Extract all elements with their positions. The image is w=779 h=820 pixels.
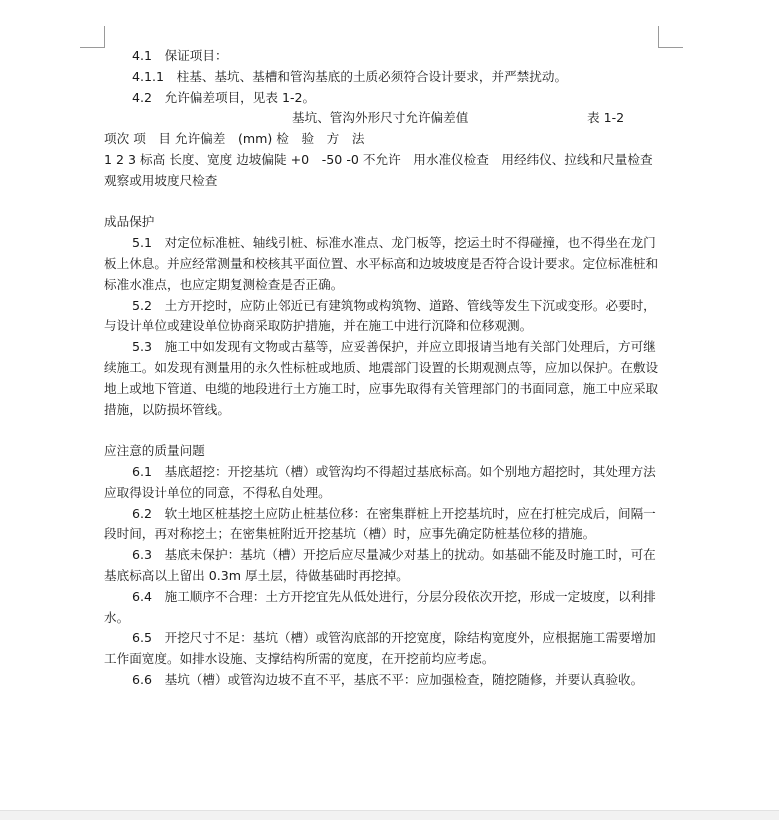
table-number: 表 1-2 — [587, 110, 625, 126]
blank-line — [104, 192, 660, 213]
table-caption — [104, 108, 660, 129]
heading-quality-issues: 应注意的质量问题 — [104, 443, 205, 459]
table-title: 基坑、管沟外形尺寸允许偏差值 — [292, 110, 469, 126]
paragraph-4-1: 4.1 保证项目： — [132, 48, 228, 63]
paragraph-6-1: 6.1 基底超挖：开挖基坑（槽）或管沟均不得超过基底标高。如个别地方超挖时，其处理方法应取得设计单位的同意，不得私自处理。 — [104, 463, 656, 500]
heading-product-protection: 成品保护 — [104, 214, 155, 230]
paragraph-6-2: 6.2 软土地区桩基挖土应防止桩基位移：在密集群桩上开挖基坑时，应在打桩完成后，间隔一段时间，再对称挖土；在密集桩附近开挖基坑（槽）时，应事先确定防桩基位移的措施。 — [104, 505, 656, 542]
paragraph-4-1-1: 4.1.1 柱基、基坑、基槽和管沟基底的土质必须符合设计要求，并严禁扰动。 — [132, 68, 568, 84]
table-row-line: 1 2 3 标高 长度、宽度 边坡偏陡 +0 -50 -0 不允许 用水准仪检查 用经纬仪、拉线和尺量检查 观察或用坡度尺检查 — [104, 151, 666, 188]
paragraph-6-4: 6.4 施工顺序不合理：土方开挖宜先从低处进行，分层分段依次开挖，形成一定坡度，以利排水。 — [104, 588, 656, 625]
margin-corner-mark-left — [80, 26, 105, 48]
table-header-line: 项次 项 目 允许偏差 (mm) 检 验 方 法 — [104, 131, 365, 147]
blank-line — [104, 420, 660, 441]
paragraph-6-5: 6.5 开挖尺寸不足：基坑（槽）或管沟底部的开挖宽度，除结构宽度外，应根据施工需要增加工作面宽度。如排水设施、支撑结构所需的宽度，在开挖前均应考虑。 — [104, 630, 656, 667]
paragraph-6-3: 6.3 基底未保护：基坑（槽）开挖后应尽量减少对基上的扰动。如基础不能及时施工时，可在基底标高以上留出 0.3m 厚土层，待做基础时再挖掉。 — [104, 547, 656, 583]
paragraph-5-2: 5.2 土方开挖时，应防止邻近已有建筑物或构筑物、道路、管线等发生下沉或变形。必要时，与设计单位或建设单位协商采取防护措施，并在施工中进行沉降和位移观测。 — [104, 297, 656, 334]
paragraph-5-3: 5.3 施工中如发现有文物或古墓等，应妥善保护，并应立即报请当地有关部门处理后，方可继续施工。如发现有测量用的永久性标桩或地质、地震部门设置的长期观测点等，应加以保护。在敷设地上或地下管道、电缆的地段进行土方施工时，应事先取得有关管理部门的书面同意，施工中应采取措施，以防损坏管线。 — [104, 339, 659, 417]
paragraph-4-2: 4.2 允许偏差项目，见表 1-2。 — [132, 89, 316, 105]
document-body[interactable] — [104, 46, 666, 691]
margin-corner-mark-right — [658, 26, 683, 48]
paragraph-6-6: 6.6 基坑（槽）或管沟边坡不直不平，基底不平：应加强检查，随挖随修，并要认真验收。 — [132, 671, 644, 687]
paragraph-5-1: 5.1 对定位标准桩、轴线引桩、标准水准点、龙门板等，挖运土时不得碰撞，也不得坐在龙门板上休息。并应经常测量和校核其平面位置、水平标高和边坡坡度是否符合设计要求。定位标准桩和标准水准点，也应定期复测检查是否正确。 — [104, 235, 659, 292]
